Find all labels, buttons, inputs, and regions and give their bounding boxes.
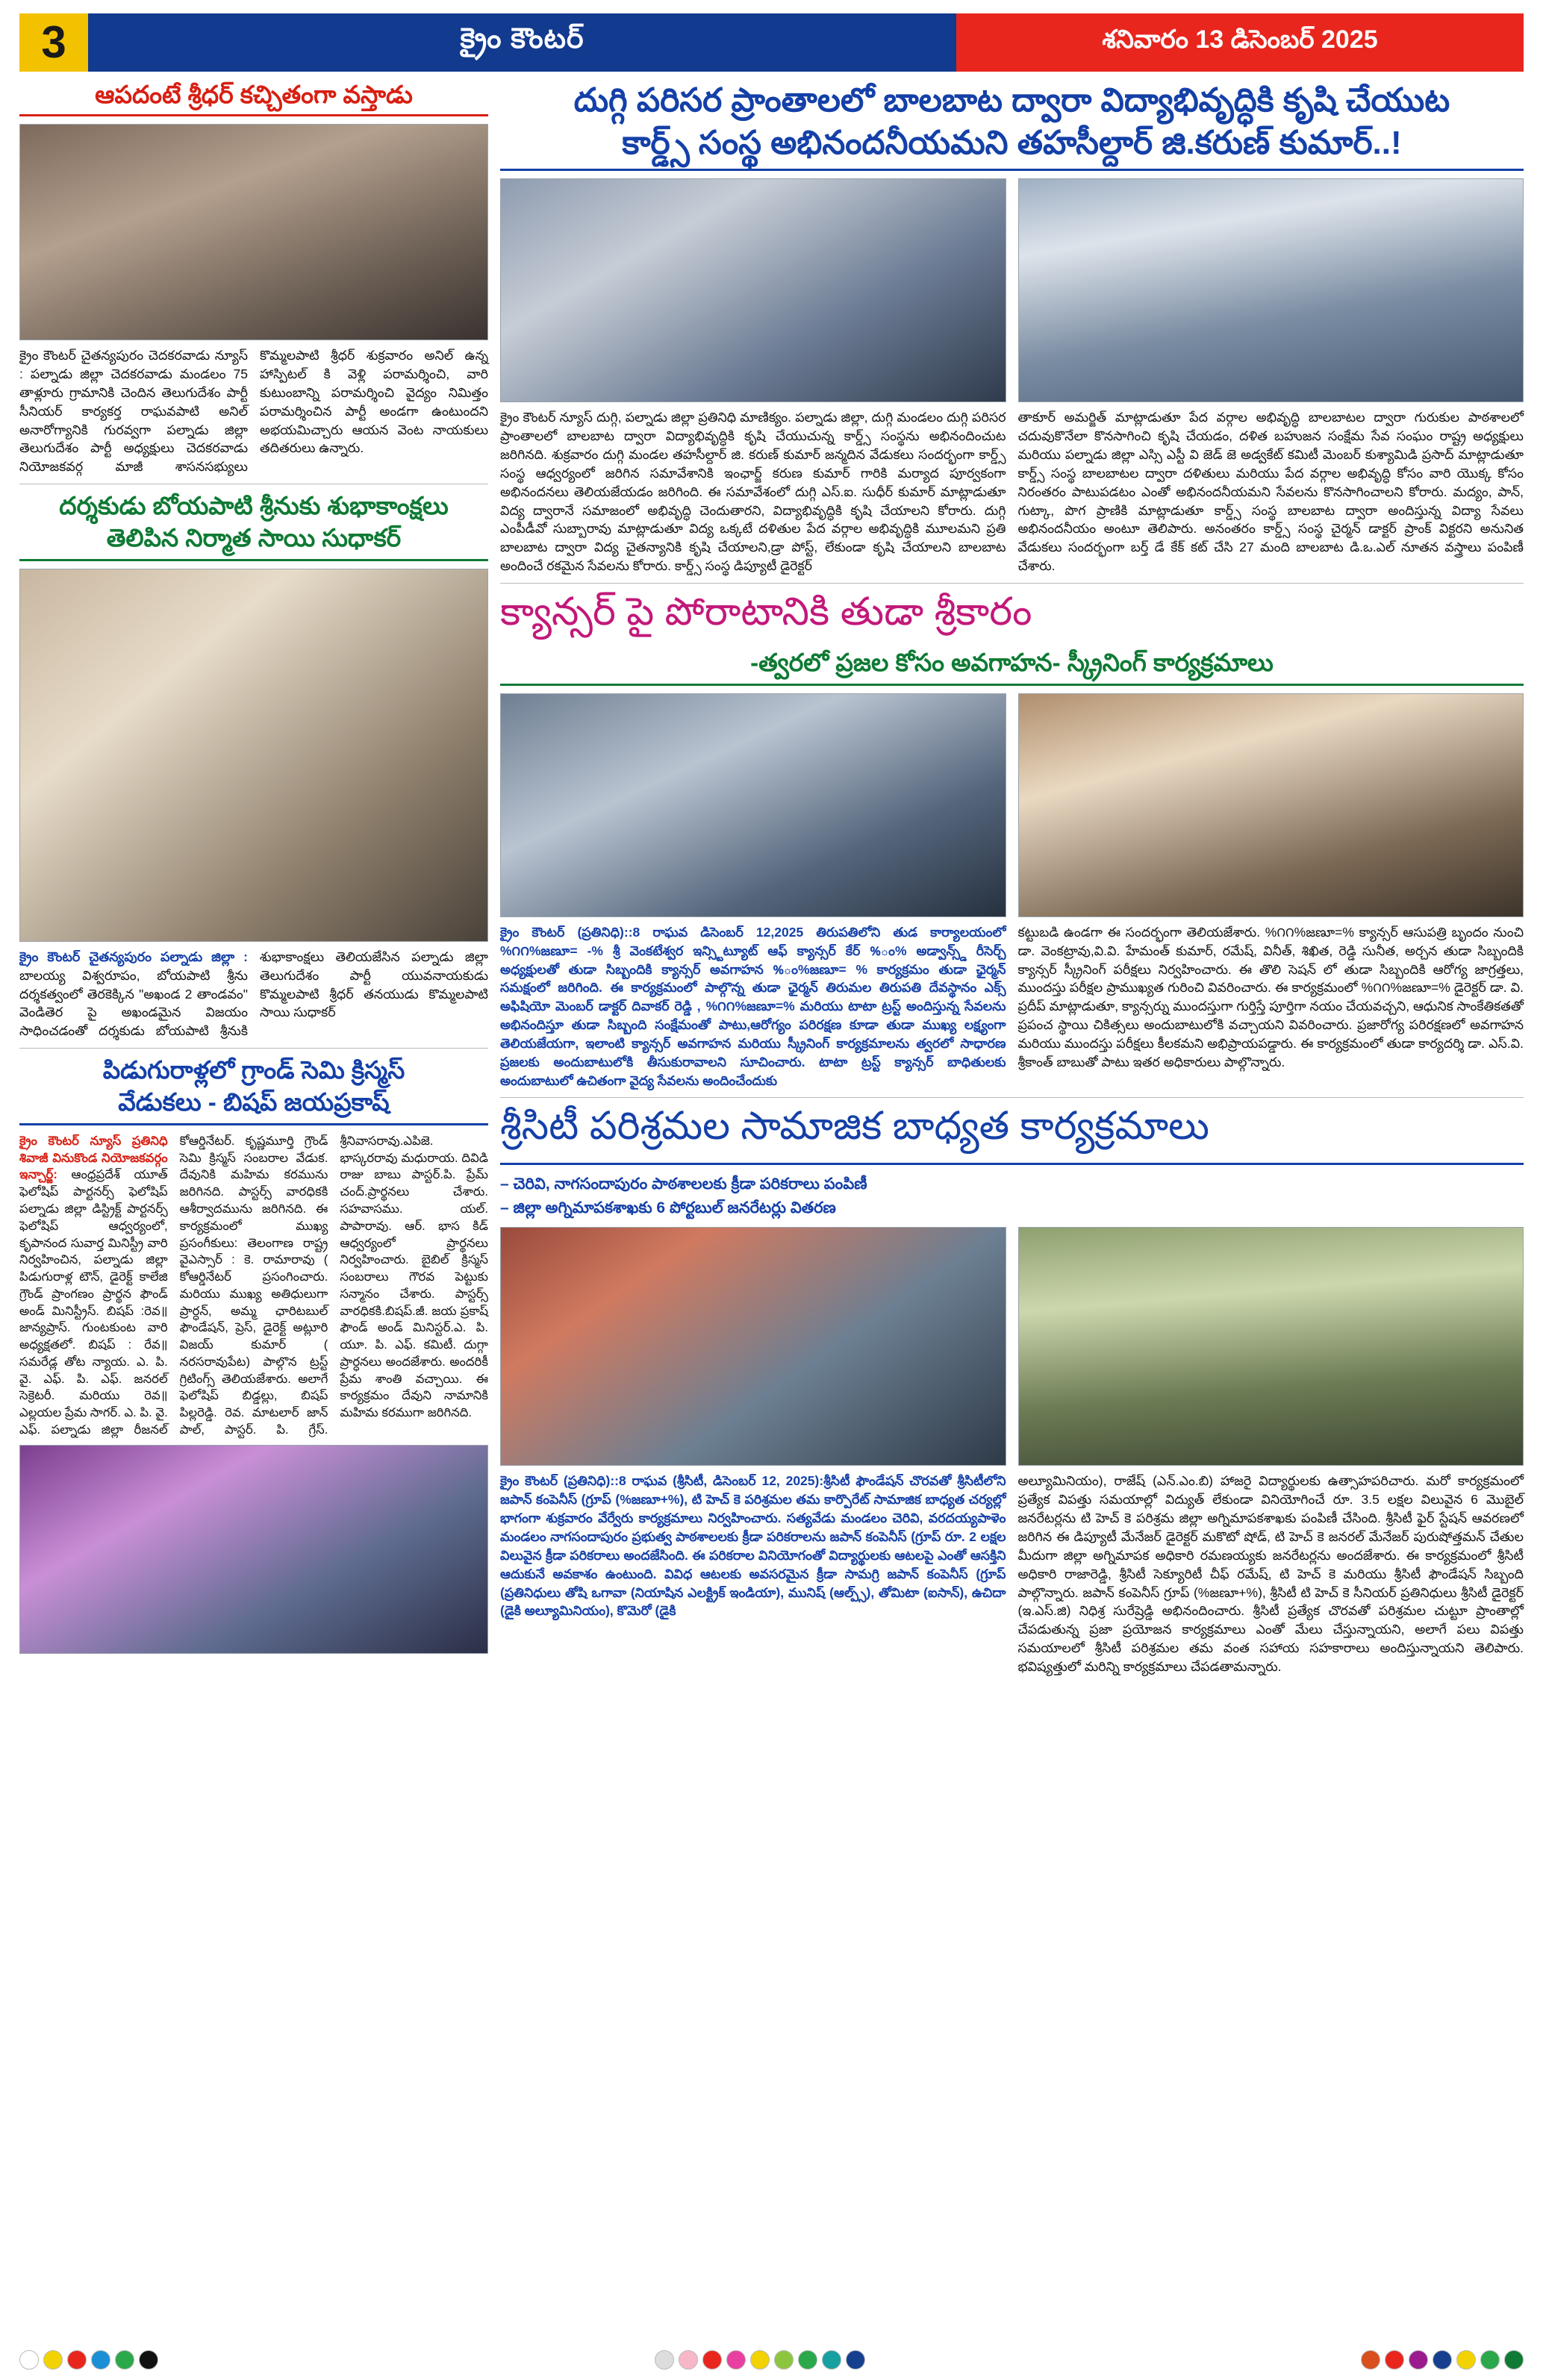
article-headline-line1: పిడుగురాళ్లలో గ్రాండ్ సెమి క్రిస్మస్: [102, 1056, 405, 1084]
color-swatch: [1361, 2350, 1380, 2370]
page-number: 3: [19, 13, 88, 72]
article-bullets: [500, 1172, 1524, 1219]
photo-row: [500, 693, 1524, 917]
bullet-item: – చెరివి, నాగసందాపురం పాఠశాలలకు క్రీడా పరికరాలు పంపిణీ: [500, 1175, 867, 1193]
article-sricity-csr: [500, 1104, 1524, 1675]
color-swatch: [1409, 2350, 1428, 2370]
article-dateline: క్రైం కౌంటర్ (ప్రతినిధి)::8 రాఘవ (శ్రీసిటీ, డిసెంబర్ 12, 2025):శ్రీసిటీ ఫౌండేషన్ చొరవతో శ్రీసిటీలోని జపాన్ కంపెనీస్ (గ్రూప్ (%జణూ+%), టి హెచ్ కె పరిశ్రమల తమ కార్పొరేట్ సామాజిక బాధ్యత చర్యల్లో భాగంగా శుక్రవారం వేర్వేరు కార్యక్రమాలు నిర్వహించారు. సత్యవేడు మండలం చెరివి, వరదయ్యపాళెం మండలం నాగసందాపురం ప్రభుత్వ పాఠశాలలకు క్రీడా పరికరాలను జపాన్ కంపెనీస్ (గ్రూప్ రూ. 2 లక్షల విలువైన క్రీడా పరికరాలు అందజేసింది. ఈ పరికరాల వినియోగంతో విద్యార్థులకు ఆటలపై ఎంతో ఆసక్తిని ఆదుకునే అవకాశం ఉంటుంది. వివిధ ఆటలకు అవసరమైన క్రీడా సామగ్రి జపాన్ కంపెనీస్ (గ్రూప్ (ప్రతినిధులు తోషి ఒగావా (నియాషిన ఎలక్ట్రిక్ ఇండియా), మునిష్ (ఆల్ప్స్), తోమిటా (ఐసాన్), ఉచిదా (డైకి అల్యూమినియం), కొమెరో (డైకి: [500, 1473, 1006, 1619]
article-subheadline: -త్వరలో ప్రజల కోసం అవగాహన- స్క్రీనింగ్ కార్యక్రమాలు: [750, 648, 1274, 676]
color-swatch: [1504, 2350, 1524, 2370]
publication-title: క్రైం కౌంటర్: [88, 13, 956, 72]
article-body: [19, 948, 488, 1040]
divider: [19, 1123, 488, 1125]
color-swatch: [822, 2350, 841, 2370]
article-body-columns: [500, 923, 1524, 1090]
article-body: [19, 1133, 488, 1439]
felicitation-bouquet-photo: [19, 569, 488, 942]
article-body-right: తాకూర్ అమర్జిత్ మాట్లాడుతూ పేద వర్గాల అభివృద్ధి బాలబాటల ద్వారా గురుకుల పాఠశాలలో చదువుకొనేలా కొనసాగించి కృషి చేయడం, దళిత బహుజన సంక్షేమ సేవ సంఘం రాష్ట్ర అధ్యక్షులు మరియు పల్నాడు జిల్లా ఎస్సి ఎస్టీ వి జెడ్ జె అడ్వకేట్ కమిటీ మెంబర్ కుశ్యామిడి ప్రసాద్ మాట్లాడుతూ కార్డ్స్ సంస్థ బాలబాటల ద్వారా దళితులు మరియు పేద వర్గాల అభివృద్ధి కోసం వారి యొక్క కోసం నిరంతరం పాటుపడటం ఎంతో అభినందనీయమని సేవలను కొనసాగించాలని కోరారు. మద్యం, పాన్, గుట్కా, పొగ ప్రాణికి మాట్లాడుతూ కార్డ్స్ సంస్థ బాలబాట ద్వారా అందిస్తున్న విద్యా సేవలు అభినందనీయం అంటూ తెలిపారు. అనంతరం కార్డ్స్ సంస్థ చైర్మన్ డాక్టర్ ప్రాంక్ విక్టరని అనునిత వేడుకలు సందర్భంగా బర్త్ డే కేక్ కట్ చేసి 27 మంది బాలబాట డి.ఒ.ఎల్ నూతన వస్త్రాలు పంపిణీ చేశారు.: [1017, 410, 1524, 574]
article-headline: క్యాన్సర్ పై పోరాటానికి తుడా శ్రీకారం: [500, 590, 1032, 634]
article-sridhar-visit: [19, 79, 488, 476]
left-column: [19, 79, 488, 1661]
swatch-group-center: [655, 2350, 865, 2370]
divider: [500, 1163, 1524, 1165]
article-headline-line2: తెలిపిన నిర్మాత సాయి సుధాకర్: [106, 524, 402, 552]
article-body-left: [500, 923, 1006, 1090]
color-swatch: [1385, 2350, 1404, 2370]
divider: [500, 684, 1524, 686]
color-swatch: [139, 2350, 158, 2370]
article-headline: ఆపదంటే శ్రీధర్ కచ్చితంగా వస్తాడు: [95, 81, 413, 108]
article-body-text: ఆంధ్రప్రదేశ్ యూత్ ఫెలోషిప్ పార్టనర్స్ ఫెలోషిప్ పల్నాడు జిల్లా డిస్ట్రిక్ట్ పార్టనర్స్ ఫెలోషిప్ ఆధ్వర్యంలో, కృపానంద సువార్త మినిస్ట్రీ వారి నిర్వహించిన, పల్నాడు జిల్లా పిడుగురాళ్ల టౌన్, డైరెక్ట్ కాలేజి గ్రౌండ్ ప్రాంగణం ప్రార్థన ఫౌండ్ అండ్ మినిస్ట్రీస్. బిషప్ :రెవ॥ జాన్యప్రాస్. గుంటకుంట వారి అధ్యక్షతలో. బిషప్ : రేవ॥ సమరేడ్ల తోట న్యాయ. ఎ. పి. వై. ఎఫ్. పి. ఎఫ్. జనరల్ సెక్రెటరీ. మరియు రెవ॥ ఎల్లయల ప్రేమ సాగర్. ఎ. పి. వై. ఎఫ్. పల్నాడు జిల్లా రీజనల్ కోఆర్డినేటర్. కృష్ణమూర్తి గ్రౌండ్ సెమి క్రిస్మస్ సంబరాల వేడుక. దేవునికి మహిమ కరమును జరిగినది. పాస్టర్స్ వారధికకి ఆశీర్వాదమును జరిగినది. ఈ కార్యక్రమంలో ముఖ్య ప్రసంగీకులు: తెలంగాణ రాష్ట్ర వైఎస్సార్ : కె. రామారావు ( కోఆర్డినేటర్ ప్రసంగించారు. మరియు ముఖ్య అతిధులుగా ప్రార్ధన్, అమ్మ ఛారిటబుల్ ఫౌండేషన్, ప్రెస్, డైరెక్ట్ అట్లూరి విజయ్ కుమార్ ( నరసరావుపేట) పాల్గొన ట్రస్ట్ గ్రిటింగ్స్ తెలియజేశారు. అలాగే ఫెలోషిప్ బిడ్డల్లు, బిషప్ పిల్లరెడ్డి. రెవ. మాటలార్ జాన్ పాల్, పాస్టర్. పి. గ్రేస్. శ్రీనివాసరావు.ఎపిజె. భాస్కరరావు మధురాయ. దివిడి రాజు బాబు పాస్టర్.పి. ప్రేమ్ చంద్.ప్రార్థనలు చేశారు. సహవాసము. యల్. పాపారావు. ఆర్. భాస కిడ్ ఆధ్వర్యంలో ప్రార్థనలు నిర్వహించారు. బైబిల్ క్రిస్మస్ సంబరాలు గౌరవ పెట్టుకు సన్మానం చేశారు. పాస్టర్స్ వారధికకి.బిషప్.జీ. జయ ప్రకాష్ ఫౌండ్ అండ్ మినిస్టర్.ఎ. పి. యూ. పి. ఎఫ్. కమిటీ. దుగ్గా ప్రార్ధనలు అందజేశారు. అందరికీ ప్రేమ శాంతి వచ్చాయి. ఈ కార్యక్రమం దేవుని నామానికి మహిమ కరముగా జరిగినది.: [19, 1134, 488, 1437]
fire-department-generators-photo: [500, 1227, 1006, 1466]
publication-date: శనివారం 13 డిసెంబర్ 2025: [956, 13, 1524, 72]
tuda-meeting-photo: [500, 693, 1006, 917]
cards-event-photo-1: [500, 178, 1006, 402]
article-dateline: క్రైం కౌంటర్ న్యూస్ ప్రతినిధి శివాజీ వినుకొండ నియోజకవర్గం ఇన్చార్జ్:: [19, 1134, 168, 1182]
article-body-left: క్రైం కౌంటర్ న్యూస్ దుగ్గి, పల్నాడు జిల్లా ప్రతినిధి మాణిక్యం. పల్నాడు జిల్లా, దుగ్గి మండలం దుగ్గి పరిసర ప్రాంతాలలో బాలబాట ద్వారా విద్యాభివృద్ధికి కృషి చేయుచున్న కార్డ్స్ సంస్థను అభినందించుట జరిగినది. శుక్రవారం దుగ్గి మండల తహసీల్దార్ జి. కరుణ్ కుమార్ జన్మదిన వేడుకలు సందర్భంగా కార్డ్స్ సంస్థ ఆధ్వర్యంలో జరిగిన సమావేశానికి ఇంఛార్జ్ కరుణ కుమార్ గారికి మర్యాద పూర్వకంగా అభినందనలు తెలియజేయడం జరిగింది. ఈ సమావేశంలో దుగ్గి ఎస్.ఐ. సుధీర్ కుమార్ మాట్లాడుతూ విద్య ద్వారానే సమాజంలో అభివృద్ధి చెందుతారని, విద్యాభివృద్ధికి కృషి చేయాలని కోరారు. దుగ్గి ఎంపీడీవో సుబ్బారావు మాట్లాడుతూ విద్య ఒక్కటే దళితుల పేద వర్గాల అభివృద్ధికి మూలమని ప్రతి బాలబాట ద్వారా విద్య చైతన్యానికి కృషి చేయాలని,డ్రా పోస్ట్, లేకుండా కృషి చేయాలని బాలబాట అందించే రకమైన సేవలను కోరారు. కార్డ్స్ సంస్థ డిప్యూటీ డైరెక్టర్: [500, 410, 1006, 574]
divider: [500, 583, 1524, 584]
article-dateline: క్రైం కౌంటర్ (ప్రతినిధి)::8 రాఘవ డిసెంబర్ 12,2025 తిరుపతిలోని తుడ కార్యాలయంలో %౧౧%జణూ= -% శ్రీ వెంకటేశ్వర ఇన్స్టిట్యూట్ ఆఫ్ క్యాన్సర్ కేర్ %ం% అడ్వాన్స్డ్ రీసెర్చ్ అధ్యక్షులతో తుడా సిబ్బందికి క్యాన్సర్ అవగాహన %ం%జణూ= % కార్యక్రమం తుడా ఛైర్మన్ సమక్షంలో జరిగింది. ఈ కార్యక్రమంలో పాల్గొన్న తుడా ఛైర్మన్ తిరుమల తిరుపతి దేవస్థానం ఎక్స్ అఫిషియో మెంబర్ డాక్టర్ దివాకర్ రెడ్డి , %౧౧%జణూ=% మరియు టాటా ట్రస్ట్ అందిస్తున్న సేవలను అభినందిస్తూ తుడా సిబ్బంది సంక్షేమంతో పాటు,ఆరోగ్యం పరిరక్షణ కూడా తుడా ముఖ్య లక్ష్యంగా తెలియజేయగా, ఇలాంటి క్యాన్సర్ అవగాహన మరియు స్క్రీనింగ్ కార్యక్రమాలను త్వరలో సాధారణ ప్రజలకు అందుబాటులోకి తీసుకురావాలని సూచించారు. టాటా ట్రస్ట్ క్యాన్సర్ బాధితులకు అందుబాటులో ఉచితంగా వైద్య సేవలను అందించేందుకు: [500, 924, 1006, 1088]
article-body-text: బాలయ్య విశ్వరూపం, బోయపాటి శ్రీను దర్శకత్వంలో తెరకెక్కిన "అఖండ 2 తాండవం" వెండితెర పై అఖండమైన విజయం సాధించడంతో దర్శకుడు బోయపాటి శ్రీనుకి శుభాకాంక్షలు తెలియజేసిన పల్నాడు జిల్లా తెలుగుదేశం పార్టీ యువనాయకుడు కొమ్మలపాటి శ్రీధర్ తనయుడు కొమ్మలపాటి సాయి సుధాకర్: [19, 949, 488, 1039]
article-body-right: కట్టుబడి ఉండగా ఈ సందర్భంగా తెలియజేశారు. %౧౧%జణూ=% క్యాన్సర్ ఆసుపత్రి బృందం నుంచి డా. వెంకట్రావు,వి.వి. హేమంత్ కుమార్, రమేష్, వినీత్, శిఖిత, రెడ్డి సునీత, అర్చన తుడా సిబ్బందికి క్యాన్సర్ స్క్రీనింగ్ పరీక్షలు నిర్వహించారు. ఈ తొలి సెషన్ లో తుడా సిబ్బందికి ఆరోగ్య జాగ్రత్తలు, ముందస్తు పరీక్షల ప్రాముఖ్యత గురించి వివరించారు. ఈ కార్యక్రమంలో %౧౧%జణూ=% డైరెక్టర్ డా. వి. ప్రదీప్ మాట్లాడుతూ, క్యాన్సర్ను ముందస్తుగా గుర్తిస్తే పూర్తిగా నయం చేయవచ్చని, ఆధునిక సాంకేతికతతో ప్రపంచ స్థాయి చికిత్సలు అందుబాటులోకి వచ్చాయని వివరించారు. ప్రజారోగ్య పరిరక్షణలో అవగాహన మరియు ముందస్తు పరీక్షలు కీలకమని అభిప్రాయపడ్డారు. ఈ కార్యక్రమంలో తుడా కార్యదర్శి డా. ఎస్.వి. శ్రీకాంత్ బాబుతో పాటు ఇతర అధికారులు పాల్గొన్నారు.: [1017, 924, 1524, 1069]
masthead: [19, 13, 1524, 72]
article-dateline: క్రైం కౌంటర్ చైతన్యపురం పల్నాడు జిల్లా :: [19, 949, 248, 964]
divider: [19, 1048, 488, 1049]
school-sports-equipment-photo: [1018, 1227, 1524, 1466]
article-christmas-celebration: [19, 1055, 488, 1654]
color-swatch: [679, 2350, 698, 2370]
print-registration-swatches: [19, 2350, 1524, 2370]
divider: [19, 559, 488, 561]
divider: [19, 114, 488, 116]
color-swatch: [655, 2350, 674, 2370]
swatch-group-right: [1361, 2350, 1524, 2370]
article-boyapati-congrats: [19, 490, 488, 1040]
article-body-columns: [500, 408, 1524, 575]
color-swatch: [846, 2350, 865, 2370]
color-swatch: [750, 2350, 770, 2370]
photo-row: [500, 178, 1524, 402]
article-cards-balabata: [500, 79, 1524, 575]
article-body-columns: [500, 1472, 1524, 1675]
right-column: [500, 79, 1524, 1684]
color-swatch: [43, 2350, 63, 2370]
hospital-visit-photo: [19, 124, 488, 340]
color-swatch: [1456, 2350, 1476, 2370]
swatch-group-left: [19, 2350, 158, 2370]
bullet-item: – జిల్లా అగ్నిమాపకశాఖకు 6 పోర్టబుల్ జనరేటర్లు వితరణ: [500, 1199, 836, 1216]
cards-event-photo-2: [1018, 178, 1524, 402]
christmas-celebration-photo: [19, 1445, 488, 1654]
article-cancer-tuda: [500, 590, 1524, 1090]
article-headline: శ్రీసిటీ పరిశ్రమల సామాజిక బాధ్యత కార్యక్రమాలు: [500, 1105, 1210, 1149]
article-headline-line1: దర్శకుడు బోయపాటి శ్రీనుకు శుభాకాంక్షలు: [59, 492, 449, 520]
article-headline-line2: వేడుకలు - బిషప్ జయప్రకాష్: [118, 1088, 390, 1116]
cancer-awareness-stage-photo: [1018, 693, 1524, 917]
color-swatch: [1480, 2350, 1500, 2370]
color-swatch: [91, 2350, 110, 2370]
color-swatch: [19, 2350, 39, 2370]
article-body-left: [500, 1472, 1006, 1675]
article-headline-line2: కార్డ్స్ సంస్థ అభినందనీయమని తహసీల్దార్ జి.కరుణ్ కుమార్..!: [622, 125, 1402, 162]
color-swatch: [702, 2350, 722, 2370]
color-swatch: [726, 2350, 746, 2370]
divider: [500, 169, 1524, 171]
divider: [500, 1097, 1524, 1098]
color-swatch: [115, 2350, 134, 2370]
color-swatch: [798, 2350, 817, 2370]
photo-row: [500, 1227, 1524, 1466]
article-body: క్రైం కౌంటర్ చైతన్యపురం చెదకరవాడు న్యూస్ : పల్నాడు జిల్లా చెదకరవాడు మండలం 75 తాళ్లూరు గ్రామానికి చెందిన తెలుగుదేశం పార్టీ సీనియర్ కార్యకర్త రాఘవపాటి అనిల్ అనారోగ్యానికి గురవ్వగా పల్నాడు జిల్లా తెలుగుదేశం పార్టీ అధ్యక్షులు చెదకరవాడు నియోజకవర్గ మాజీ శాసనసభ్యులు కొమ్మలపాటి శ్రీధర్ శుక్రవారం అనిల్ ఉన్న హాస్పిటల్ కి వెళ్లి పరామర్శించి, వారి కుటుంబాన్ని పరామర్శించి వైద్యం నిమిత్తం పరామర్శించిన పార్టీ అండగా ఉంటుందని అభయమిచ్చారు ఆయన వెంట నాయకులు తదితరులు ఉన్నారు.: [19, 348, 488, 475]
color-swatch: [67, 2350, 87, 2370]
article-body-right: అల్యూమినియం), రాజేష్ (ఎన్.ఎం.బి) హాజరై విద్యార్థులకు ఉత్సాహపరిచారు. మరో కార్యక్రమంలో ప్రత్యేక విపత్తు సమయాల్లో విద్యుత్ లేకుండా వినియోగించే రూ. 3.5 లక్షల విలువైన 6 మొబైల్ జనరేటర్లను టి హెచ్ కె పరిశ్రమ జిల్లా అగ్నిమాపకశాఖకు పంపిణీ చేసింది. శ్రీసిటీ ఫైర్ స్టేషన్ ఆవరణలో జరిగిన ఈ డిప్యూటీ మేనేజర్ డైరెక్టర్ మకొటో షోడ్, టి హెచ్ కె జనరల్ మేనేజర్ పురుషోత్తమన్ చేతుల మీదుగా జిల్లా అగ్నిమాపక అధికారి రమణయ్యకు జనరేటర్లను అందజేశారు. ఈ కార్యక్రమంలో శ్రీసిటీ అధికారి రాజారెడ్డి, శ్రీసిటీ సెక్యూరిటీ చీఫ్ రమేష్, టి హెచ్ కె మరియు శ్రీసిటీ ఫౌండేషన్ సిబ్బంది పాల్గొన్నారు. జపాన్ కంపెనీస్ గ్రూప్ (%జణూ+%), శ్రీసిటీ టి హెచ్ కె సీనియర్ ప్రతినిధులు శ్రీసిటీ డైరెక్టర్ (ఇ.ఎస్.జి) నిధిశ్ర సురేష్రెడ్డి అభినందించారు. శ్రీసిటీ ప్రత్యేక చొరవతో పరిశ్రమల చుట్టూ ప్రాంతాల్లో చేపడుతున్న ప్రజా ప్రయోజన కార్యక్రమాలు ఎంతో మేలు చేస్తున్నాయని, అలాగే పలు విపత్తు సమయాలలో శ్రీసిటీ పరిశ్రమల తమ వంత సహాయ సహకారాలు అందిస్తున్నాయని తెలిపారు. భవిష్యత్తులో మరిన్ని కార్యక్రమాలు చేపడతామన్నారు.: [1017, 1473, 1524, 1674]
page-body: [19, 79, 1524, 1684]
article-headline-line1: దుగ్గి పరిసర ప్రాంతాలలో బాలబాట ద్వారా విద్యాభివృద్ధికి కృషి చేయుట: [573, 82, 1450, 119]
color-swatch: [1433, 2350, 1452, 2370]
color-swatch: [774, 2350, 794, 2370]
